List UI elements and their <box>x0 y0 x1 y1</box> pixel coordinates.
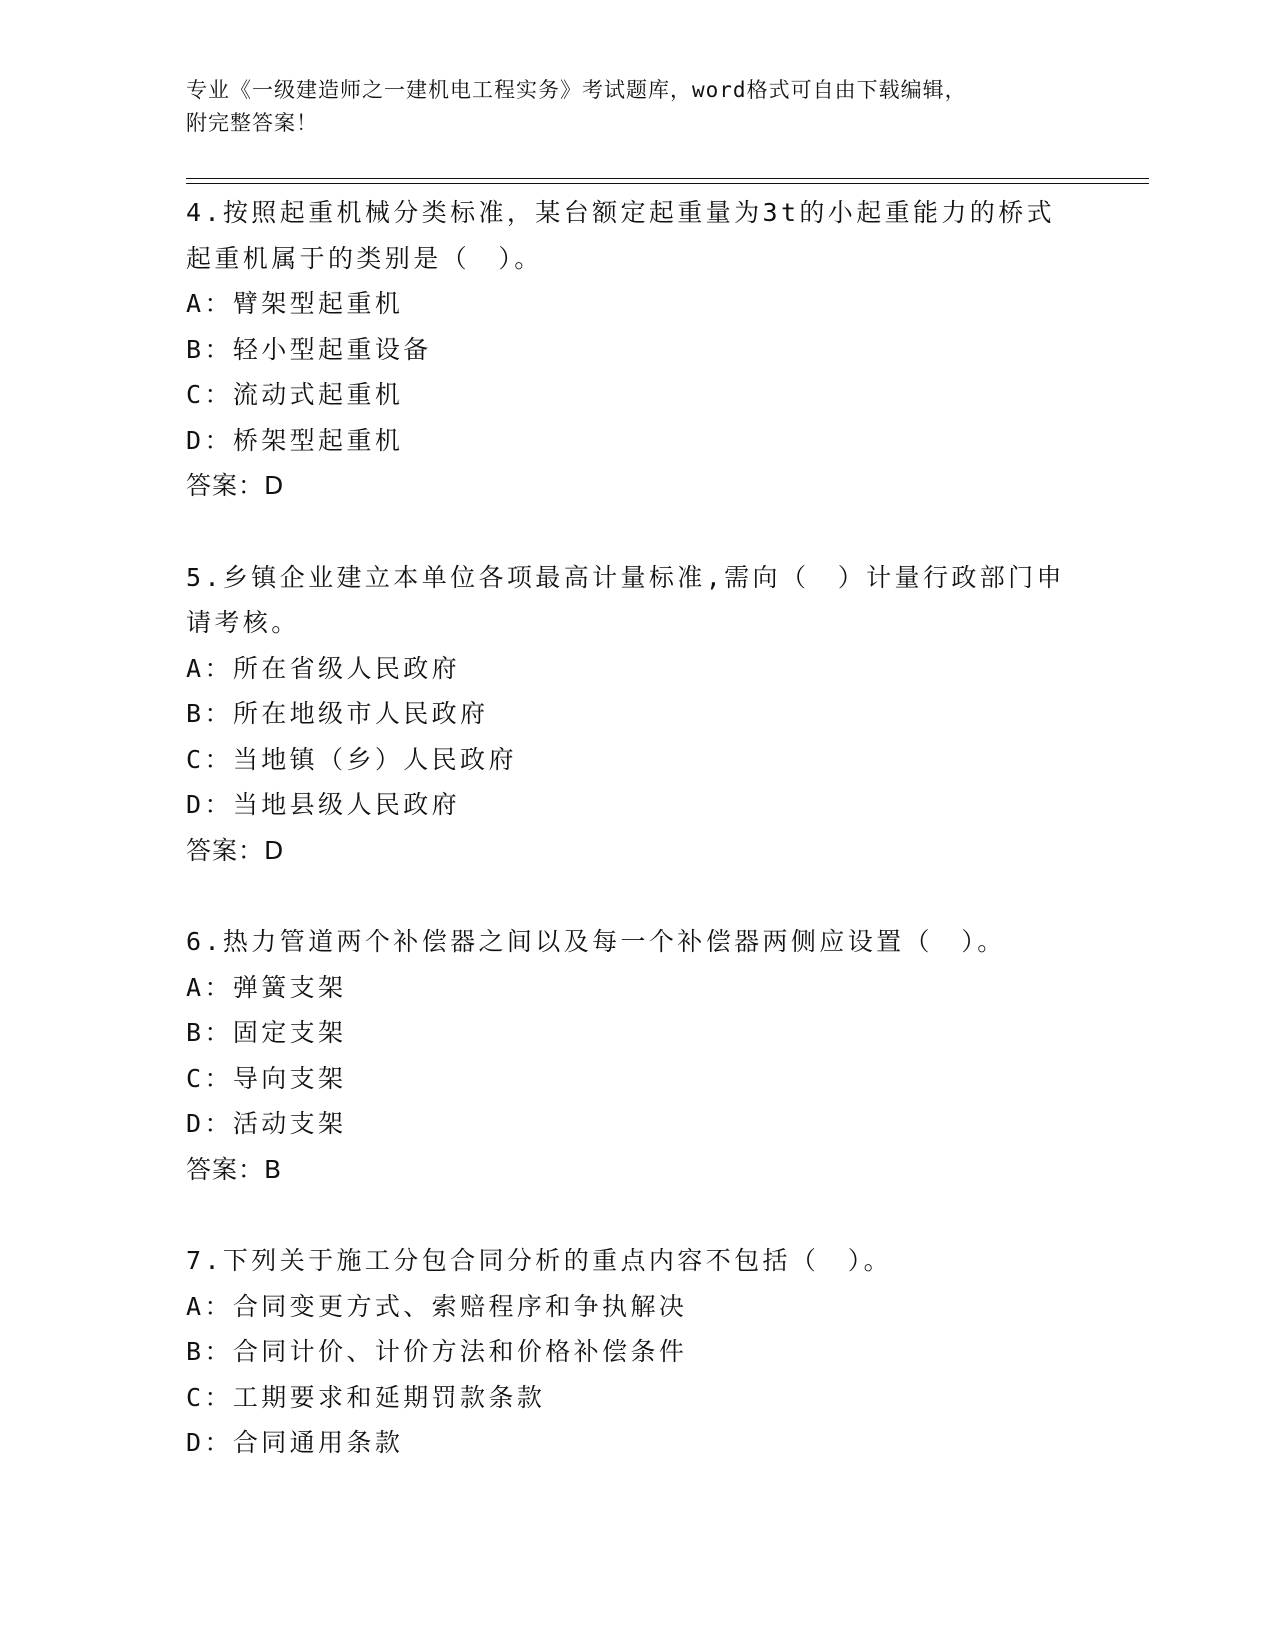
option-b: B：所在地级市人民政府 <box>186 699 489 728</box>
document-header <box>186 74 1086 140</box>
option-a: A：弹簧支架 <box>186 972 347 1002</box>
header-rule-top <box>186 178 1149 179</box>
question-stem-cont: 请考核。 <box>186 608 300 637</box>
option-b: B：合同计价、计价方法和价格补偿条件 <box>186 1337 688 1366</box>
header-rule-bottom <box>186 183 1149 184</box>
question-stem: 7.下列关于施工分包合同分析的重点内容不包括（ ）。 <box>186 1246 893 1275</box>
option-b: B：固定支架 <box>186 1018 347 1047</box>
option-a: A：所在省级人民政府 <box>186 653 461 683</box>
option-c: C：导向支架 <box>186 1063 347 1093</box>
option-a: A：合同变更方式、索赔程序和争执解决 <box>186 1291 688 1321</box>
option-a: A：臂架型起重机 <box>186 289 404 318</box>
option-d: D：合同通用条款 <box>186 1428 404 1457</box>
option-d: D：当地县级人民政府 <box>186 790 461 819</box>
option-c: C：当地镇（乡）人民政府 <box>186 744 517 774</box>
answer: 答案：D <box>186 835 285 865</box>
option-d: D：活动支架 <box>186 1109 347 1138</box>
answer: 答案：D <box>186 471 285 500</box>
header-line-2: 附完整答案！ <box>186 111 318 135</box>
header-line-1: 专业《一级建造师之一建机电工程实务》考试题库，word格式可自由下载编辑， <box>186 78 967 102</box>
question-list <box>186 190 1086 1512</box>
option-d: D：桥架型起重机 <box>186 425 404 455</box>
option-b: B：轻小型起重设备 <box>186 334 432 364</box>
question-stem: 5.乡镇企业建立本单位各项最高计量标准,需向（ ）计量行政部门申 <box>186 562 1065 592</box>
question-stem-cont: 起重机属于的类别是（ ）。 <box>186 243 543 273</box>
question-5 <box>186 555 1086 874</box>
question-4 <box>186 190 1086 509</box>
question-6 <box>186 919 1086 1192</box>
question-stem: 6.热力管道两个补偿器之间以及每一个补偿器两侧应设置（ ）。 <box>186 927 1006 956</box>
option-c: C：工期要求和延期罚款条款 <box>186 1382 546 1412</box>
answer: 答案：B <box>186 1154 283 1184</box>
option-c: C：流动式起重机 <box>186 380 404 409</box>
question-7 <box>186 1238 1086 1466</box>
question-stem: 4.按照起重机械分类标准，某台额定起重量为3t的小起重能力的桥式 <box>186 198 1056 227</box>
